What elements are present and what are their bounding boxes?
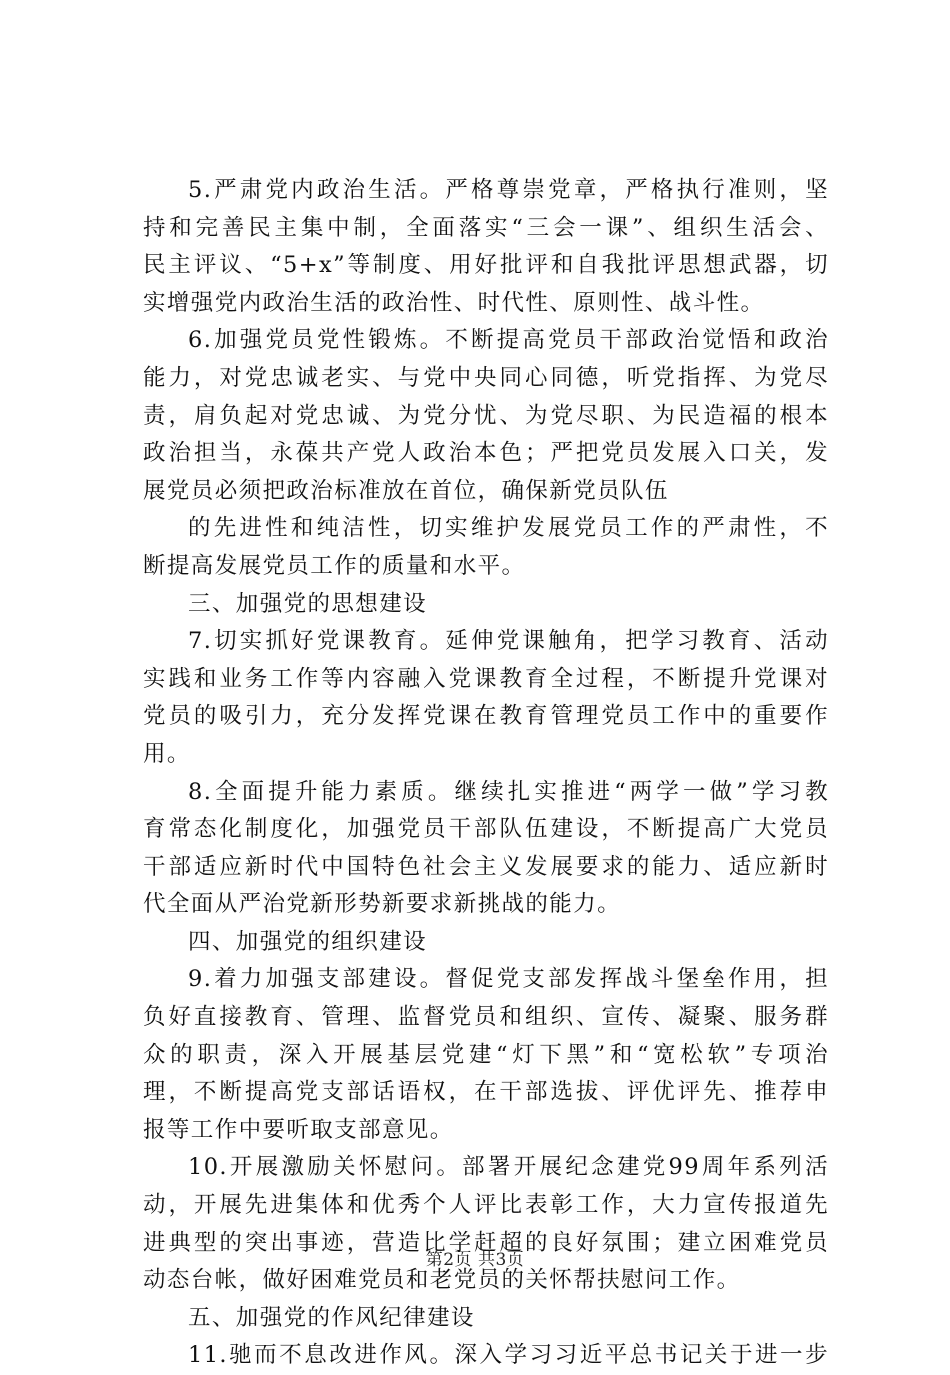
text-line: 动态台帐，做好困难党员和老党员的关怀帮扶慰问工作。 [143, 1267, 741, 1294]
text-line: 代全面从严治党新形势新要求新挑战的能力。 [143, 891, 622, 918]
text-line: 能力，对党忠诚老实、与党中央同心同德，听党指挥、为党尽 [143, 364, 829, 391]
text-line: 断提高发展党员工作的质量和水平。 [143, 552, 526, 579]
text-line: 干部适应新时代中国特色社会主义发展要求的能力、适应新时 [143, 853, 829, 880]
text-line: 五、加强党的作风纪律建设 [188, 1304, 475, 1331]
text-line: 用。 [143, 740, 191, 767]
page-footer: 第2页 共3页 [425, 1250, 525, 1270]
text-line: 报等工作中要听取支部意见。 [143, 1116, 454, 1143]
text-line: 政治担当，永葆共产党人政治本色；严把党员发展入口关，发 [143, 440, 829, 467]
text-line: 9.着力加强支部建设。督促党支部发挥战斗堡垒作用，担 [188, 966, 829, 993]
text-line: 7.切实抓好党课教育。延伸党课触角，把学习教育、活动 [188, 628, 829, 655]
text-line: 民主评议、“5+x”等制度、用好批评和自我批评思想武器，切 [143, 252, 829, 279]
text-line: 10.开展激励关怀慰问。部署开展纪念建党99周年系列活 [188, 1154, 829, 1181]
text-line: 动，开展先进集体和优秀个人评比表彰工作，大力宣传报道先 [143, 1192, 829, 1219]
text-line: 四、加强党的组织建设 [188, 928, 428, 955]
text-line: 11.驰而不息改进作风。深入学习习近平总书记关于进一步 [188, 1342, 829, 1369]
text-line: 负好直接教育、管理、监督党员和组织、宣传、凝聚、服务群 [143, 1004, 829, 1031]
text-line: 持和完善民主集中制，全面落实“三会一课”、组织生活会、 [143, 214, 829, 241]
text-line: 的先进性和纯洁性，切实维护发展党员工作的严肃性，不 [188, 515, 829, 542]
text-line: 育常态化制度化，加强党员干部队伍建设，不断提高广大党员 [143, 816, 829, 843]
text-line: 责，肩负起对党忠诚、为党分忧、为党尽职、为民造福的根本 [143, 402, 829, 429]
text-line: 理，不断提高党支部话语权，在干部选拔、评优评先、推荐申 [143, 1079, 829, 1106]
text-line: 众的职责，深入开展基层党建“灯下黑”和“宽松软”专项治 [143, 1041, 829, 1068]
text-line: 实践和业务工作等内容融入党课教育全过程，不断提升党课对 [143, 665, 829, 692]
document-body [143, 172, 829, 1375]
text-line: 5.严肃党内政治生活。严格尊崇党章，严格执行准则，坚 [188, 177, 829, 203]
text-line: 6.加强党员党性锻炼。不断提高党员干部政治觉悟和政治 [188, 327, 829, 354]
text-line: 8.全面提升能力素质。继续扎实推进“两学一做”学习教 [188, 778, 829, 805]
text-line: 三、加强党的思想建设 [188, 590, 428, 617]
text-line: 展党员必须把政治标准放在首位，确保新党员队伍 [143, 477, 669, 504]
text-line: 党员的吸引力，充分发挥党课在教育管理党员工作中的重要作 [143, 703, 829, 730]
text-line: 实增强党内政治生活的政治性、时代性、原则性、战斗性。 [143, 289, 765, 316]
text-line: 进典型的突出事迹，营造比学赶超的良好氛围；建立困难党员 [143, 1229, 829, 1256]
